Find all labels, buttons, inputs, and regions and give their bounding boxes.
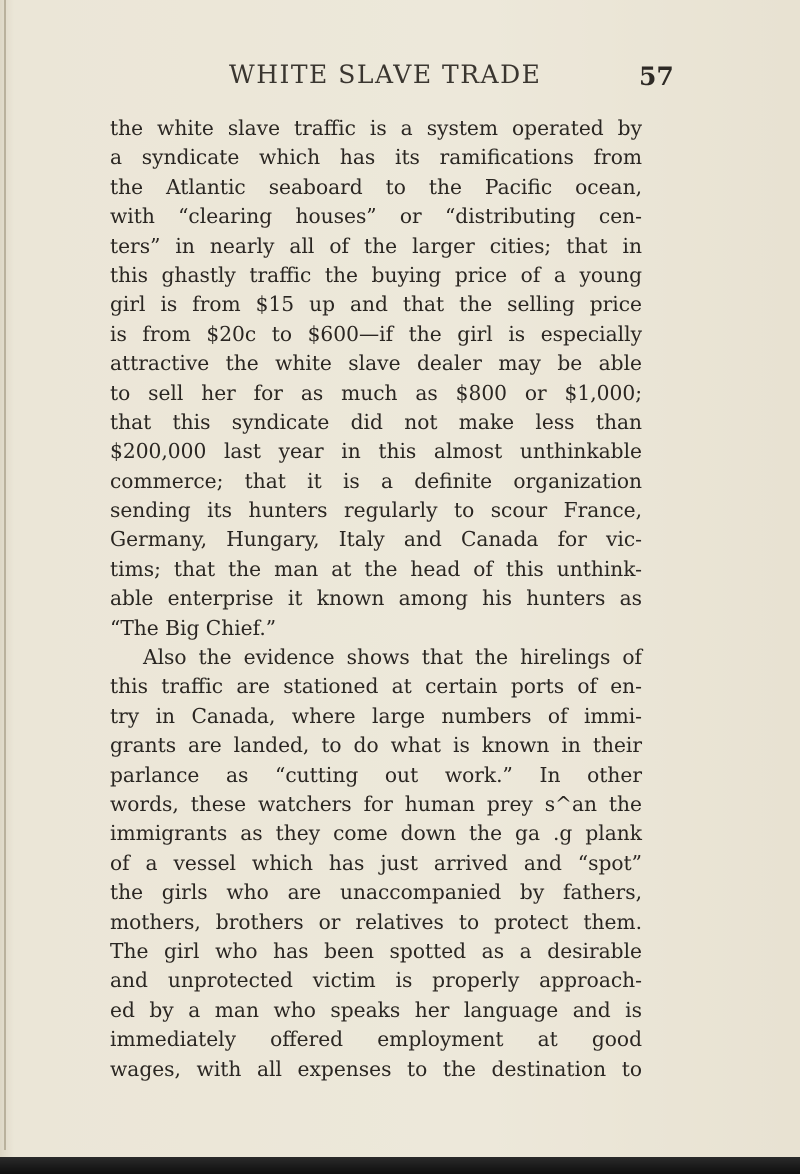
text-line: words, these watchers for human prey s^an the — [110, 791, 642, 816]
text-line: try in Canada, where large numbers of immi- — [110, 703, 642, 728]
text-line: and unprotected victim is properly approach- — [110, 968, 642, 993]
text-line: is from $20c to $600—if the girl is especially — [110, 321, 642, 346]
text-line: the white slave traffic is a system operated by — [110, 116, 642, 140]
text-line: able enterprise it known among his hunters as — [110, 586, 642, 611]
text-line: immigrants as they come down the ga .g plank — [110, 821, 642, 846]
text-line: the Atlantic seaboard to the Pacific ocean, — [110, 174, 642, 199]
text-line: mothers, brothers or relatives to protect them. — [110, 909, 642, 934]
text-line: this ghastly traffic the buying price of a young — [110, 262, 642, 287]
running-head: WHITE SLAVE TRADE — [229, 60, 542, 89]
text-line: with “clearing houses” or “distributing cen- — [110, 204, 642, 229]
page-number: 57 — [639, 62, 674, 91]
text-line: The girl who has been spotted as a desirable — [110, 938, 642, 963]
text-line: ed by a man who speaks her language and is — [110, 997, 642, 1022]
text-line: girl is from $15 up and that the selling price — [110, 292, 642, 317]
text-line: wages, with all expenses to the destination to — [110, 1056, 642, 1081]
text-line: tims; that the man at the head of this unthink- — [110, 556, 642, 581]
text-line: of a vessel which has just arrived and “spot” — [110, 850, 642, 875]
text-line: Germany, Hungary, Italy and Canada for vic- — [110, 527, 642, 552]
text-line: attractive the white slave dealer may be able — [110, 351, 642, 376]
scan-bottom-edge — [0, 1157, 800, 1174]
text-line: parlance as “cutting out work.” In other — [110, 762, 642, 787]
text-line: to sell her for as much as $800 or $1,000; — [110, 380, 642, 405]
text-line: this traffic are stationed at certain ports of en- — [110, 674, 642, 699]
text-line: commerce; that it is a definite organization — [110, 468, 642, 493]
text-line: “The Big Chief.” — [110, 615, 277, 640]
text-line: that this syndicate did not make less than — [110, 409, 642, 434]
paragraph-start-line: Also the evidence shows that the hirelings of — [143, 645, 642, 670]
page-spine-edge — [4, 0, 6, 1150]
text-line: grants are landed, to do what is known in their — [110, 733, 642, 758]
text-line: ters” in nearly all of the larger cities; that in — [110, 233, 642, 258]
text-line: immediately offered employment at good — [110, 1027, 642, 1052]
body-text — [110, 114, 642, 1084]
text-line: the girls who are unaccompanied by fathers, — [110, 880, 642, 905]
text-line: sending its hunters regularly to scour France, — [110, 498, 642, 523]
text-line: $200,000 last year in this almost unthinkable — [110, 439, 642, 464]
text-line: a syndicate which has its ramifications from — [110, 145, 642, 170]
